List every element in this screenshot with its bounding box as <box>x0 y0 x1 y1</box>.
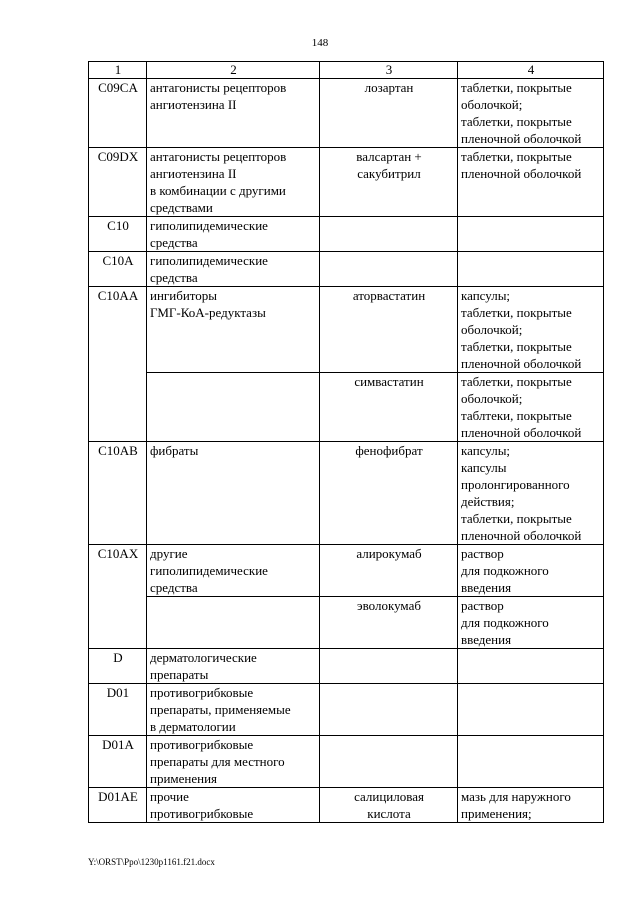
atc-code-cell <box>89 148 147 217</box>
cell-text-line: салициловая <box>354 789 424 804</box>
table-row <box>89 597 604 649</box>
drug-name-cell <box>320 442 458 545</box>
dosage-forms-cell <box>458 684 604 736</box>
atc-code-cell <box>89 217 147 252</box>
cell-text-line: лозартан <box>364 80 414 95</box>
cell-text-line: таблетки, покрытые <box>461 339 572 354</box>
cell-text-line: средства <box>150 580 198 595</box>
atc-code-cell <box>89 788 147 823</box>
table-row <box>89 545 604 597</box>
drug-name-cell <box>320 545 458 597</box>
cell-text-line: валсартан + <box>356 149 422 164</box>
cell-text-line: оболочкой; <box>461 97 523 112</box>
atc-code-cell <box>89 287 147 373</box>
cell-text-line: D01A <box>102 737 134 752</box>
cell-text-line: алирокумаб <box>356 546 422 561</box>
atc-code-cell <box>89 649 147 684</box>
cell-text-line: пленочной оболочкой <box>461 131 582 146</box>
atc-code-cell <box>89 597 147 649</box>
cell-text-line: C10AA <box>97 288 139 303</box>
cell-text-line: C10AB <box>98 443 138 458</box>
group-name-cell <box>147 597 320 649</box>
drug-name-cell <box>320 788 458 823</box>
cell-text-line: раствор <box>461 546 504 561</box>
cell-text-line: действия; <box>461 494 515 509</box>
cell-text-line: средства <box>150 235 198 250</box>
drug-name-cell <box>320 373 458 442</box>
cell-text-line: таблетки, покрытые <box>461 511 572 526</box>
cell-text-line: D01 <box>106 685 130 700</box>
group-name-cell <box>147 649 320 684</box>
table-row <box>89 373 604 442</box>
cell-text-line: C09CA <box>98 80 138 95</box>
atc-code-cell <box>89 373 147 442</box>
atc-code-cell <box>89 545 147 597</box>
page-number: 148 <box>311 37 329 49</box>
cell-text-line: для подкожного <box>461 563 549 578</box>
cell-text-line: противогрибковые <box>150 806 254 821</box>
dosage-forms-cell <box>458 442 604 545</box>
table-row <box>89 442 604 545</box>
cell-text-line: введения <box>461 632 512 647</box>
drug-name-cell <box>320 649 458 684</box>
cell-text-line: пленочной оболочкой <box>461 528 582 543</box>
cell-text-line: таблетки, покрытые <box>461 149 572 164</box>
cell-text-line: капсулы <box>461 460 507 475</box>
dosage-forms-cell <box>458 79 604 148</box>
cell-text-line: пленочной оболочкой <box>461 356 582 371</box>
cell-text-line: кислота <box>367 806 411 821</box>
dosage-forms-cell <box>458 287 604 373</box>
dosage-forms-cell <box>458 597 604 649</box>
cell-text-line: капсулы; <box>461 288 511 303</box>
column-header: 3 <box>320 62 458 79</box>
cell-text-line: C10AX <box>97 546 139 561</box>
dosage-forms-cell <box>458 252 604 287</box>
dosage-forms-cell <box>458 545 604 597</box>
group-name-cell <box>147 736 320 788</box>
cell-text-line: дерматологические <box>150 650 257 665</box>
dosage-forms-cell <box>458 649 604 684</box>
atc-code-cell <box>89 736 147 788</box>
cell-text-line: ангиотензина II <box>150 97 237 112</box>
cell-text-line: таблтеки, покрытые <box>461 408 572 423</box>
medicines-table <box>88 61 604 823</box>
cell-text-line: D <box>113 650 123 665</box>
drug-name-cell <box>320 287 458 373</box>
cell-text-line: препараты для местного <box>150 754 285 769</box>
table-row <box>89 79 604 148</box>
column-header: 1 <box>89 62 147 79</box>
cell-text-line: ГМГ-КоА-редуктазы <box>150 305 266 320</box>
atc-code-cell <box>89 684 147 736</box>
table-row <box>89 649 604 684</box>
cell-text-line: C10A <box>102 253 134 268</box>
cell-text-line: антагонисты рецепторов <box>150 80 287 95</box>
group-name-cell <box>147 373 320 442</box>
cell-text-line: капсулы; <box>461 443 511 458</box>
dosage-forms-cell <box>458 736 604 788</box>
column-header: 4 <box>458 62 604 79</box>
table-body <box>89 79 604 823</box>
drug-name-cell <box>320 252 458 287</box>
table-row <box>89 252 604 287</box>
cell-text-line: таблетки, покрытые <box>461 305 572 320</box>
table-row <box>89 684 604 736</box>
dosage-forms-cell <box>458 788 604 823</box>
cell-text-line: препараты <box>150 667 209 682</box>
drug-name-cell <box>320 597 458 649</box>
group-name-cell <box>147 545 320 597</box>
cell-text-line: другие <box>150 546 188 561</box>
cell-text-line: таблетки, покрытые <box>461 374 572 389</box>
atc-code-cell <box>89 79 147 148</box>
cell-text-line: антагонисты рецепторов <box>150 149 287 164</box>
cell-text-line: оболочкой; <box>461 391 523 406</box>
group-name-cell <box>147 79 320 148</box>
cell-text-line: сакубитрил <box>357 166 421 181</box>
group-name-cell <box>147 442 320 545</box>
cell-text-line: для подкожного <box>461 615 549 630</box>
group-name-cell <box>147 148 320 217</box>
table-row <box>89 148 604 217</box>
drug-name-cell <box>320 148 458 217</box>
group-name-cell <box>147 287 320 373</box>
cell-text-line: гиполипидемические <box>150 253 268 268</box>
dosage-forms-cell <box>458 373 604 442</box>
group-name-cell <box>147 217 320 252</box>
dosage-forms-cell <box>458 217 604 252</box>
cell-text-line: противогрибковые <box>150 737 254 752</box>
cell-text-line: применения; <box>461 806 532 821</box>
table-row <box>89 788 604 823</box>
drug-name-cell <box>320 79 458 148</box>
cell-text-line: противогрибковые <box>150 685 254 700</box>
cell-text-line: мазь для наружного <box>461 789 571 804</box>
cell-text-line: препараты, применяемые <box>150 702 291 717</box>
atc-code-cell <box>89 442 147 545</box>
cell-text-line: ангиотензина II <box>150 166 237 181</box>
cell-text-line: гиполипидемические <box>150 218 268 233</box>
table-row <box>89 736 604 788</box>
cell-text-line: C10 <box>107 218 129 233</box>
column-header: 2 <box>147 62 320 79</box>
cell-text-line: в дерматологии <box>150 719 236 734</box>
dosage-forms-cell <box>458 148 604 217</box>
drug-name-cell <box>320 684 458 736</box>
group-name-cell <box>147 252 320 287</box>
cell-text-line: аторвастатин <box>352 288 426 303</box>
cell-text-line: ингибиторы <box>150 288 218 303</box>
cell-text-line: фенофибрат <box>355 443 423 458</box>
cell-text-line: средствами <box>150 200 213 215</box>
cell-text-line: C09DX <box>97 149 139 164</box>
cell-text-line: пролонгированного <box>461 477 570 492</box>
drug-name-cell <box>320 736 458 788</box>
group-name-cell <box>147 788 320 823</box>
cell-text-line: D01AE <box>98 789 138 804</box>
cell-text-line: эволокумаб <box>357 598 421 613</box>
document-path-footer: Y:\ORST\Ppo\1230p1161.f21.docx <box>88 857 215 867</box>
cell-text-line: пленочной оболочкой <box>461 166 582 181</box>
cell-text-line: средства <box>150 270 198 285</box>
atc-code-cell <box>89 252 147 287</box>
cell-text-line: симвастатин <box>354 374 424 389</box>
cell-text-line: применения <box>150 771 218 786</box>
cell-text-line: гиполипидемические <box>150 563 268 578</box>
cell-text-line: фибраты <box>150 443 199 458</box>
cell-text-line: раствор <box>461 598 504 613</box>
table-row <box>89 217 604 252</box>
cell-text-line: прочие <box>150 789 189 804</box>
cell-text-line: таблетки, покрытые <box>461 114 572 129</box>
drug-name-cell <box>320 217 458 252</box>
cell-text-line: оболочкой; <box>461 322 523 337</box>
cell-text-line: в комбинации с другими <box>150 183 286 198</box>
table-row <box>89 287 604 373</box>
cell-text-line: введения <box>461 580 512 595</box>
cell-text-line: пленочной оболочкой <box>461 425 582 440</box>
group-name-cell <box>147 684 320 736</box>
cell-text-line: таблетки, покрытые <box>461 80 572 95</box>
table-header-row <box>89 62 604 79</box>
